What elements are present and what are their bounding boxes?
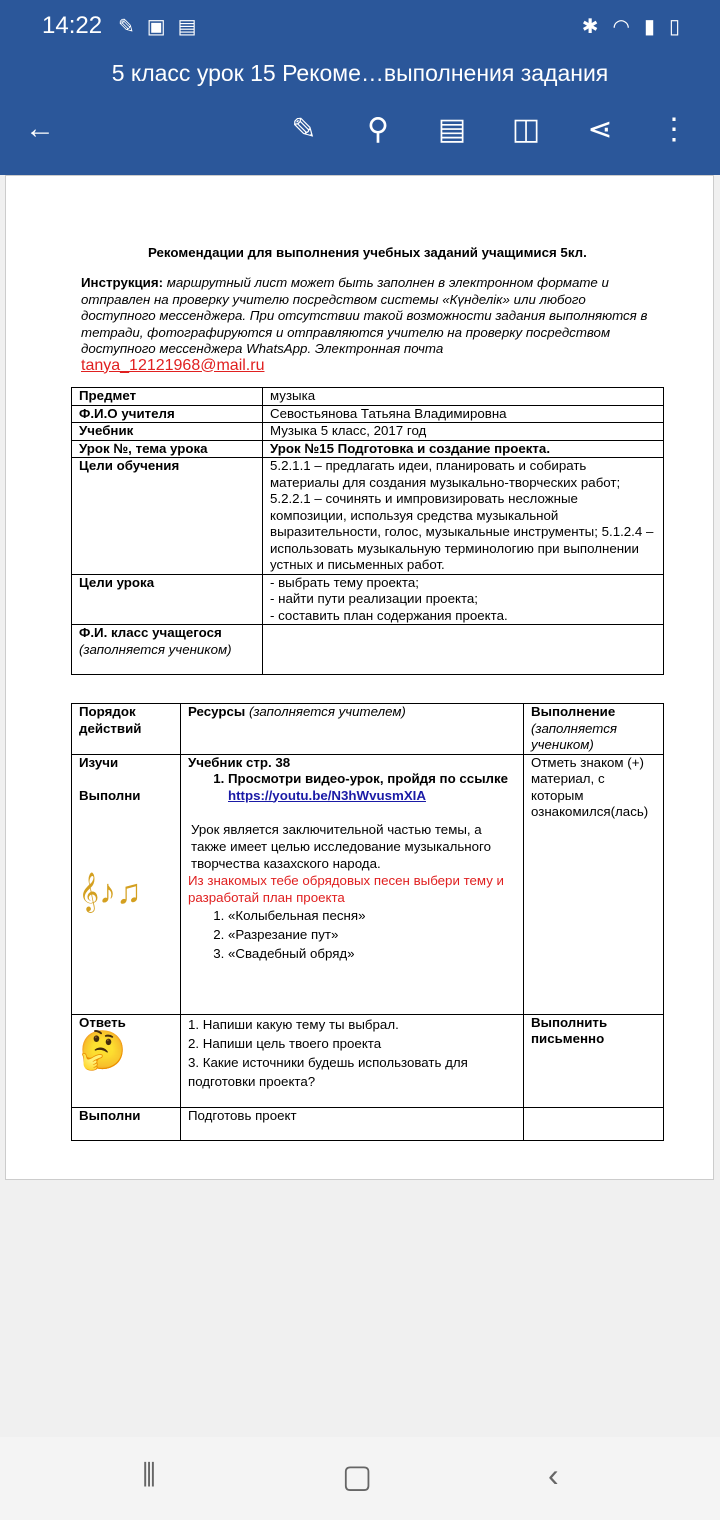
back-nav-icon[interactable]: ‹ bbox=[548, 1457, 559, 1493]
back-icon[interactable]: ← bbox=[25, 112, 55, 145]
table-row bbox=[72, 625, 664, 675]
save-icon[interactable]: ◫ bbox=[511, 113, 541, 146]
document-title: 5 класс урок 15 Рекоме…выполнения задания bbox=[111, 60, 609, 86]
cell bbox=[524, 1107, 664, 1140]
table-row bbox=[72, 704, 664, 755]
bluetooth-icon: ✱ bbox=[581, 16, 599, 38]
cell: Учебник стр. 38 1. Просмотри видео-урок, пройдя по ссылке https://youtu.be/N3hWvusmXIA Урок является заключительной частью темы, а также имеет целью исследование музыкального творчества казахского народа. Из знакомых тебе обрядовых песен выбери тему и разработай план проекта 1. «Колыбельная песня» 2. «Разрезание пут» 3. «Свадебный обряд» bbox=[181, 754, 524, 1014]
cell: Ф.И. класс учащегося (заполняется учеником) bbox=[72, 625, 263, 675]
cell: Ответь 🤔 bbox=[72, 1014, 181, 1107]
notification-icons bbox=[118, 14, 197, 39]
table-row bbox=[72, 388, 664, 406]
cell: Выполнить письменно bbox=[524, 1014, 664, 1107]
app-header bbox=[0, 0, 720, 175]
gallery-icon: ▣ bbox=[146, 16, 166, 38]
email-link[interactable]: tanya_12121968@mail.ru bbox=[81, 356, 265, 374]
cell: 1. Напиши какую тему ты выбрал. 2. Напиши цель твоего проекта 3. Какие источники будешь использовать для подготовки проекта? bbox=[181, 1014, 524, 1107]
cell: Урок №, тема урока bbox=[72, 440, 263, 458]
cell: Отметь знаком (+) материал, с которым ознакомился(лась) bbox=[524, 754, 664, 1014]
system-icons bbox=[582, 14, 680, 39]
cell: Подготовь проект bbox=[181, 1107, 524, 1140]
cell: Ресурсы (заполняется учителем) bbox=[181, 704, 524, 755]
task-table bbox=[71, 703, 664, 1141]
home-icon[interactable]: ▢ bbox=[342, 1458, 373, 1494]
table-row bbox=[72, 1014, 664, 1107]
cell: Предмет bbox=[72, 388, 263, 406]
cell: музыка bbox=[263, 388, 664, 406]
music-kids-image: 𝄞♪♫ bbox=[79, 873, 142, 911]
table-row bbox=[72, 574, 664, 625]
ava-icon: ▤ bbox=[177, 16, 197, 38]
table-row bbox=[72, 754, 664, 1014]
cell: Урок №15 Подготовка и создание проекта. bbox=[263, 440, 664, 458]
battery-icon: ▯ bbox=[668, 16, 680, 38]
reading-mode-icon[interactable]: ▤ bbox=[437, 113, 467, 146]
instruction bbox=[81, 275, 661, 374]
wifi-icon: ◠ bbox=[612, 16, 630, 38]
cell: Учебник bbox=[72, 423, 263, 441]
instr-text: маршрутный лист может быть заполнен в электронном формате и отправлен на проверку учителю посредством системы «Күнделік» или любого доступного мессенджера. При отсутствии такой возможности задания выполняются в тетради, фотографируются и отправляются учителю на проверку посредством доступного мессенджера WhatsApp. Электронная почта bbox=[81, 275, 648, 356]
table-row bbox=[72, 440, 664, 458]
cell: Изучи Выполни 𝄞♪♫ bbox=[72, 754, 181, 1014]
table-row bbox=[72, 1107, 664, 1140]
table-row bbox=[72, 458, 664, 575]
cell: Ф.И.О учителя bbox=[72, 405, 263, 423]
notification-icon: ✎ bbox=[118, 16, 135, 38]
cell: Цели урока bbox=[72, 574, 263, 625]
video-link[interactable]: https://youtu.be/N3hWvusmXIA bbox=[228, 787, 426, 803]
thinking-smiley-icon: 🤔 bbox=[79, 1030, 127, 1072]
table-row bbox=[72, 423, 664, 441]
instr-label: Инструкция: bbox=[81, 275, 164, 290]
table-row bbox=[72, 405, 664, 423]
edit-icon[interactable]: ✎ bbox=[291, 113, 317, 146]
android-nav-bar bbox=[0, 1437, 720, 1520]
cell: Выполни bbox=[72, 1107, 181, 1140]
more-icon[interactable]: ⋮ bbox=[659, 113, 689, 146]
share-icon[interactable]: ⋖ bbox=[587, 113, 613, 146]
cell: Севостьянова Татьяна Владимировна bbox=[263, 405, 664, 423]
search-icon[interactable]: ⚲ bbox=[367, 113, 389, 146]
cell[interactable] bbox=[263, 625, 664, 675]
status-time: 14:22 bbox=[42, 12, 103, 39]
cell: Музыка 5 класс, 2017 год bbox=[263, 423, 664, 441]
cell: Порядок действий bbox=[72, 704, 181, 755]
cell: 5.2.1.1 – предлагать идеи, планировать и собирать материалы для создания музыкально-творческих работ; 5.2.2.1 – сочинять и импровизировать несложные композиции, используя средства музыкальной выразительности, голос, музыкальные инструменты; 5.1.2.4 – использовать музыкальную терминологию при выполнении устных и письменных работ. bbox=[263, 458, 664, 575]
cell: Выполнение (заполняется учеником) bbox=[524, 704, 664, 755]
doc-heading: Рекомендации для выполнения учебных заданий учащимися 5кл. bbox=[148, 245, 587, 260]
info-table bbox=[71, 387, 664, 675]
signal-icon: ▮ bbox=[643, 16, 655, 38]
recent-apps-icon[interactable]: ⦀ bbox=[142, 1457, 157, 1493]
cell: - выбрать тему проекта; - найти пути реализации проекта; - составить план содержания проекта. bbox=[263, 574, 664, 625]
cell: Цели обучения bbox=[72, 458, 263, 575]
